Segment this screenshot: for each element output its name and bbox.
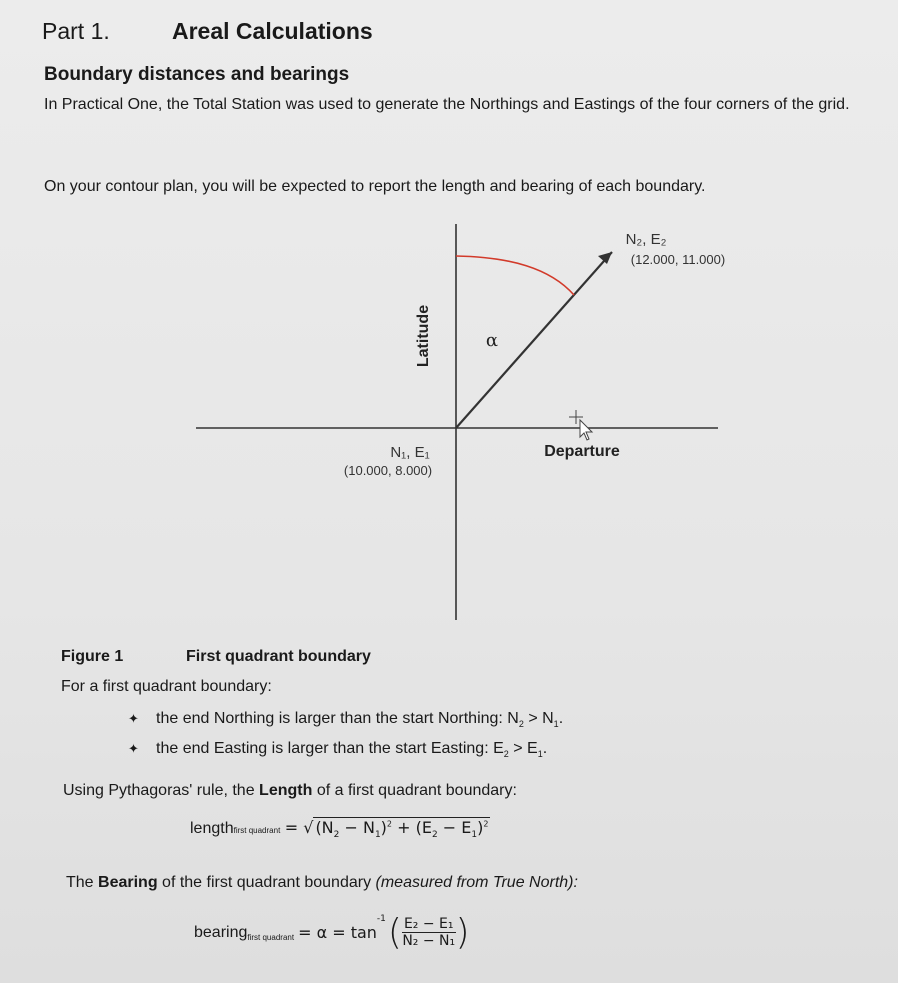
bearing-text: The Bearing of the first quadrant boundary (measured from True North): (66, 874, 578, 891)
move-cursor-icon (569, 410, 592, 440)
boundary-arrowhead (598, 252, 612, 264)
section-heading: Boundary distances and bearings (44, 64, 350, 85)
page-title: Areal Calculations (172, 18, 373, 44)
rules-intro: For a first quadrant boundary: (61, 678, 272, 695)
bearing-fraction: E₂ − E₁ N₂ − N₁ (402, 916, 456, 949)
start-point-label: N₁, E₁ (390, 444, 430, 461)
pythagoras-text: Using Pythagoras' rule, the Length of a first quadrant boundary: (63, 782, 517, 799)
bearing-formula: bearing first quadrant = α = tan $^{-1}$ ( E₂ − E₁ N₂ − N₁ ) (194, 912, 470, 953)
end-point-coords: (12.000, 11.000) (630, 252, 726, 267)
start-point-coords: (10.000, 8.000) (343, 463, 433, 478)
figure-number: Figure 1 (61, 648, 124, 665)
intro-paragraph: In Practical One, the Total Station was used to generate the Northings and Eastings of the four corners of the grid. (44, 96, 850, 113)
requirement-paragraph: On your contour plan, you will be expected to report the length and bearing of each boundary. (44, 178, 706, 195)
end-point-label: N₂, E₂ (625, 231, 667, 248)
y-axis-label: Latitude (415, 304, 432, 368)
part-number: Part 1. (42, 18, 110, 44)
boundary-line (456, 252, 612, 428)
bullet-northing: ✦ the end Northing is larger than the start Northing: $N_2 > N_1$. (128, 710, 564, 730)
x-axis-label: Departure (544, 443, 620, 460)
bullet-icon: ✦ (128, 741, 139, 756)
length-formula: lengthfirst quadrant = √ $(N_2 - N_1)^2 + (E_2 - E_1)^2$ (190, 818, 489, 841)
bearing-arc (456, 256, 574, 295)
bullet-icon: ✦ (128, 711, 139, 726)
angle-label: α (485, 330, 499, 351)
bullet-easting: ✦ the end Easting is larger than the start Easting: $E_2 > E_1$. (128, 740, 548, 760)
figure-caption: First quadrant boundary (186, 648, 371, 665)
